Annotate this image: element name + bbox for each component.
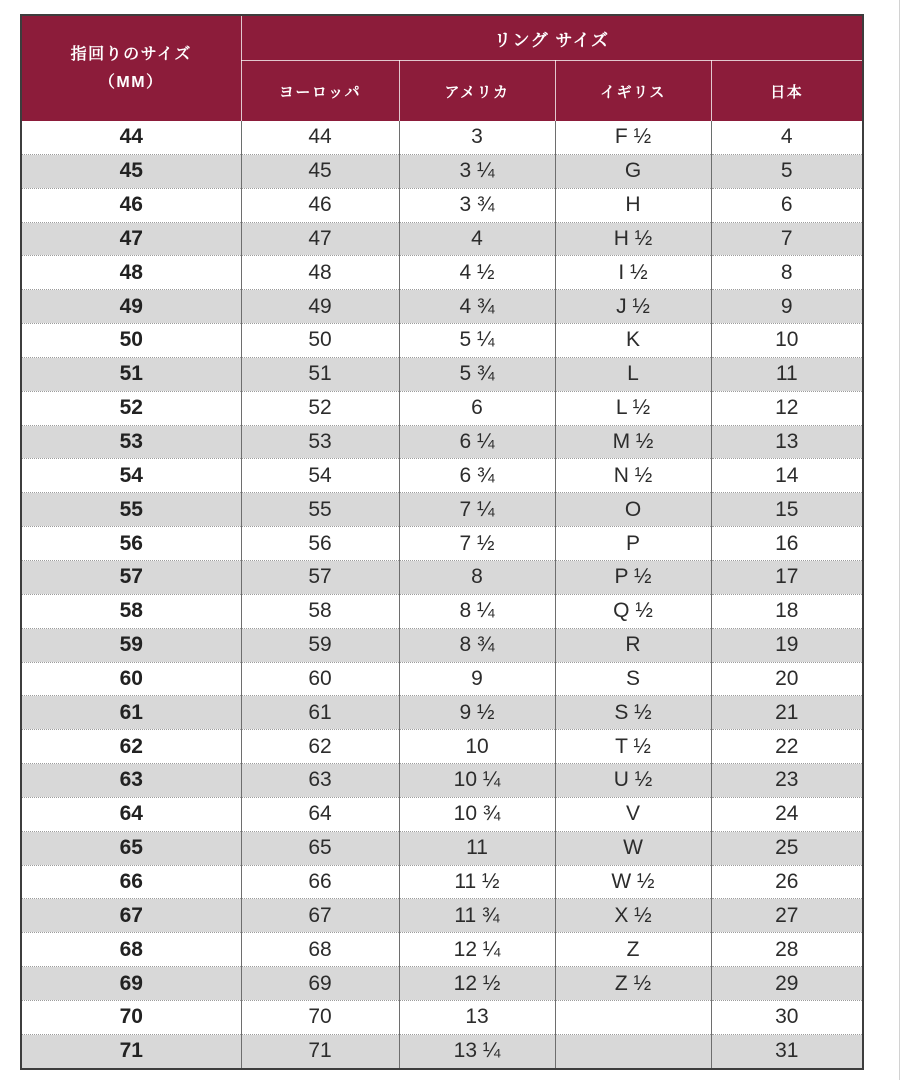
cell-japan: 27 [711, 899, 863, 933]
cell-mm: 70 [21, 1000, 241, 1034]
cell-america: 12 ¼ [399, 933, 555, 967]
header-row-group [21, 15, 863, 61]
cell-europe: 51 [241, 357, 399, 391]
cell-uk: H [555, 188, 711, 222]
page-edge-line [899, 0, 900, 1080]
cell-america: 12 ½ [399, 967, 555, 1001]
cell-japan: 6 [711, 188, 863, 222]
cell-mm: 48 [21, 256, 241, 290]
cell-japan: 26 [711, 865, 863, 899]
cell-uk: Q ½ [555, 594, 711, 628]
cell-mm: 63 [21, 764, 241, 798]
column-group-header-ring-size: リング サイズ [241, 15, 863, 61]
cell-mm: 52 [21, 391, 241, 425]
table-row [21, 391, 863, 425]
cell-europe: 46 [241, 188, 399, 222]
cell-uk: H ½ [555, 222, 711, 256]
cell-mm: 54 [21, 459, 241, 493]
table-row [21, 560, 863, 594]
cell-japan: 7 [711, 222, 863, 256]
cell-uk: P ½ [555, 560, 711, 594]
cell-america: 4 ½ [399, 256, 555, 290]
cell-uk: M ½ [555, 425, 711, 459]
cell-japan: 23 [711, 764, 863, 798]
cell-america: 10 ¼ [399, 764, 555, 798]
cell-europe: 67 [241, 899, 399, 933]
table-row [21, 222, 863, 256]
cell-uk: I ½ [555, 256, 711, 290]
cell-europe: 53 [241, 425, 399, 459]
cell-japan: 16 [711, 527, 863, 561]
table-row [21, 831, 863, 865]
cell-europe: 50 [241, 324, 399, 358]
cell-america: 7 ½ [399, 527, 555, 561]
cell-america: 6 [399, 391, 555, 425]
cell-mm: 65 [21, 831, 241, 865]
finger-size-label-line1: 指回りのサイズ [70, 46, 192, 64]
cell-mm: 45 [21, 154, 241, 188]
cell-america: 7 ¼ [399, 493, 555, 527]
cell-uk [555, 1000, 711, 1034]
table-row [21, 188, 863, 222]
cell-america: 3 [399, 121, 555, 154]
cell-europe: 52 [241, 391, 399, 425]
table-row [21, 357, 863, 391]
cell-japan: 28 [711, 933, 863, 967]
cell-europe: 56 [241, 527, 399, 561]
cell-mm: 66 [21, 865, 241, 899]
cell-uk: Z [555, 933, 711, 967]
column-header-america: アメリカ [399, 61, 555, 122]
cell-europe: 61 [241, 696, 399, 730]
table-row [21, 662, 863, 696]
cell-america: 9 [399, 662, 555, 696]
table-row [21, 730, 863, 764]
cell-europe: 49 [241, 290, 399, 324]
cell-uk: N ½ [555, 459, 711, 493]
cell-mm: 67 [21, 899, 241, 933]
cell-uk: F ½ [555, 121, 711, 154]
cell-america: 3 ¼ [399, 154, 555, 188]
table-row [21, 865, 863, 899]
cell-america: 11 ¾ [399, 899, 555, 933]
table-row [21, 1034, 863, 1068]
cell-europe: 55 [241, 493, 399, 527]
cell-europe: 57 [241, 560, 399, 594]
table-row [21, 121, 863, 154]
cell-japan: 25 [711, 831, 863, 865]
table-row [21, 764, 863, 798]
table-body [21, 121, 863, 1069]
cell-japan: 17 [711, 560, 863, 594]
cell-europe: 70 [241, 1000, 399, 1034]
cell-uk: V [555, 797, 711, 831]
cell-europe: 64 [241, 797, 399, 831]
cell-mm: 51 [21, 357, 241, 391]
cell-japan: 4 [711, 121, 863, 154]
cell-europe: 63 [241, 764, 399, 798]
table-row [21, 899, 863, 933]
cell-america: 8 ¼ [399, 594, 555, 628]
cell-europe: 58 [241, 594, 399, 628]
cell-japan: 8 [711, 256, 863, 290]
table-row [21, 1000, 863, 1034]
cell-america: 3 ¾ [399, 188, 555, 222]
cell-europe: 48 [241, 256, 399, 290]
cell-uk: U ½ [555, 764, 711, 798]
cell-uk: O [555, 493, 711, 527]
cell-mm: 49 [21, 290, 241, 324]
table-row [21, 797, 863, 831]
cell-japan: 24 [711, 797, 863, 831]
cell-mm: 68 [21, 933, 241, 967]
cell-japan: 13 [711, 425, 863, 459]
cell-mm: 56 [21, 527, 241, 561]
cell-europe: 45 [241, 154, 399, 188]
cell-america: 4 [399, 222, 555, 256]
cell-japan: 12 [711, 391, 863, 425]
cell-uk: J ½ [555, 290, 711, 324]
cell-japan: 20 [711, 662, 863, 696]
table-header [21, 15, 863, 121]
cell-europe: 71 [241, 1034, 399, 1068]
cell-mm: 69 [21, 967, 241, 1001]
cell-mm: 64 [21, 797, 241, 831]
cell-mm: 44 [119, 125, 143, 149]
cell-america: 11 [399, 831, 555, 865]
column-header-uk: イギリス [555, 61, 711, 122]
cell-mm: 60 [21, 662, 241, 696]
cell-europe: 60 [241, 662, 399, 696]
cell-mm: 55 [21, 493, 241, 527]
cell-america: 13 [399, 1000, 555, 1034]
table-row [21, 933, 863, 967]
cell-america: 11 ½ [399, 865, 555, 899]
cell-europe: 65 [241, 831, 399, 865]
cell-mm: 58 [21, 594, 241, 628]
cell-america: 4 ¾ [399, 290, 555, 324]
cell-japan: 10 [711, 324, 863, 358]
cell-mm: 53 [21, 425, 241, 459]
column-header-europe: ヨーロッパ [241, 61, 399, 122]
cell-mm: 62 [21, 730, 241, 764]
cell-japan: 29 [711, 967, 863, 1001]
table-row [21, 290, 863, 324]
table-row [21, 425, 863, 459]
cell-japan: 18 [711, 594, 863, 628]
cell-mm: 46 [21, 188, 241, 222]
cell-uk: R [555, 628, 711, 662]
table-row [21, 696, 863, 730]
column-header-finger-circumference [21, 15, 241, 121]
cell-uk: W [555, 831, 711, 865]
cell-europe: 54 [241, 459, 399, 493]
cell-america: 6 ¼ [399, 425, 555, 459]
cell-europe: 62 [241, 730, 399, 764]
cell-america: 10 [399, 730, 555, 764]
cell-japan: 31 [711, 1034, 863, 1068]
cell-mm: 61 [21, 696, 241, 730]
cell-europe: 44 [241, 121, 399, 154]
cell-japan: 22 [711, 730, 863, 764]
cell-europe: 59 [241, 628, 399, 662]
cell-uk: K [555, 324, 711, 358]
cell-america: 6 ¾ [399, 459, 555, 493]
cell-uk: G [555, 154, 711, 188]
ring-size-conversion-table [20, 14, 864, 1070]
table-row [21, 256, 863, 290]
cell-mm: 71 [21, 1034, 241, 1068]
cell-america: 9 ½ [399, 696, 555, 730]
table-row [21, 459, 863, 493]
cell-america: 5 ¼ [399, 324, 555, 358]
cell-europe: 66 [241, 865, 399, 899]
cell-japan: 5 [711, 154, 863, 188]
cell-europe: 69 [241, 967, 399, 1001]
table-row [21, 967, 863, 1001]
cell-uk [555, 1034, 711, 1068]
cell-uk: T ½ [555, 730, 711, 764]
cell-japan: 11 [711, 357, 863, 391]
cell-japan: 14 [711, 459, 863, 493]
table-row [21, 628, 863, 662]
cell-europe: 47 [241, 222, 399, 256]
cell-japan: 19 [711, 628, 863, 662]
table-row [21, 493, 863, 527]
cell-mm: 57 [21, 560, 241, 594]
cell-uk: L ½ [555, 391, 711, 425]
cell-america: 13 ¼ [399, 1034, 555, 1068]
cell-america: 8 [399, 560, 555, 594]
cell-america: 8 ¾ [399, 628, 555, 662]
cell-uk: Z ½ [555, 967, 711, 1001]
cell-japan: 30 [711, 1000, 863, 1034]
table-row [21, 154, 863, 188]
finger-size-label-line2: （MM） [98, 73, 164, 91]
table-row [21, 324, 863, 358]
cell-europe: 68 [241, 933, 399, 967]
cell-america: 5 ¾ [399, 357, 555, 391]
cell-mm: 47 [21, 222, 241, 256]
cell-uk: X ½ [555, 899, 711, 933]
cell-uk: S [555, 662, 711, 696]
cell-uk: L [555, 357, 711, 391]
cell-uk: S ½ [555, 696, 711, 730]
cell-uk: P [555, 527, 711, 561]
cell-uk: W ½ [555, 865, 711, 899]
cell-mm: 50 [21, 324, 241, 358]
cell-japan: 15 [711, 493, 863, 527]
table-row [21, 527, 863, 561]
cell-japan: 21 [711, 696, 863, 730]
cell-japan: 9 [711, 290, 863, 324]
cell-america: 10 ¾ [399, 797, 555, 831]
table-row [21, 594, 863, 628]
cell-mm: 59 [21, 628, 241, 662]
column-header-japan: 日本 [711, 61, 863, 122]
